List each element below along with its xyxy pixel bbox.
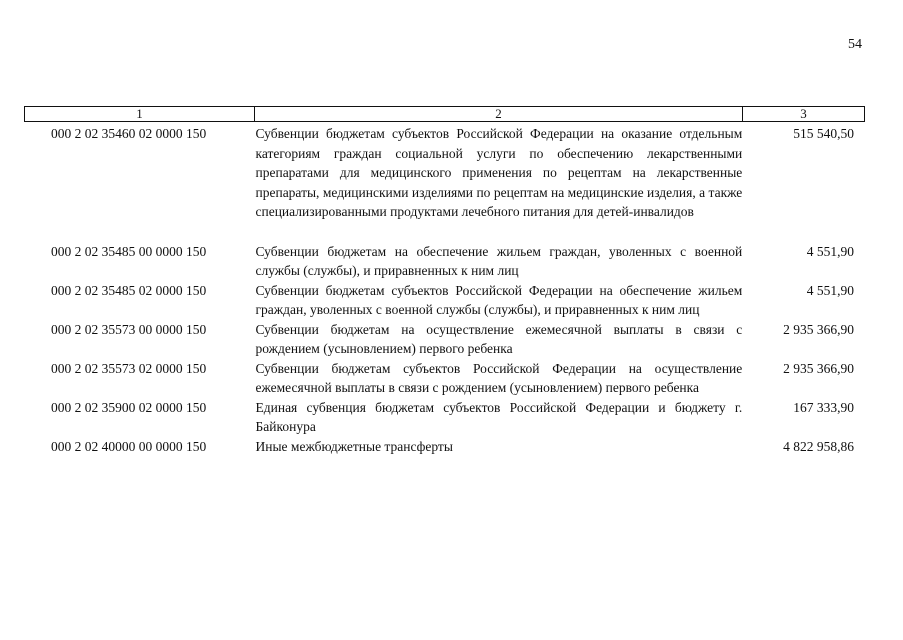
- budget-amount: 515 540,50: [793, 126, 854, 141]
- table-row: [24, 437, 864, 457]
- table-row: [24, 124, 864, 222]
- column-header-2: 2: [255, 107, 743, 122]
- budget-description: Субвенции бюджетам на осуществление ежемесячной выплаты в связи с рождением (усыновлением) первого ребенка: [255, 321, 743, 356]
- budget-amount: 4 822 958,86: [783, 438, 854, 454]
- budget-description: Единая субвенция бюджетам субъектов Российской Федерации и бюджету г. Байконура: [255, 399, 743, 434]
- budget-code: 000 2 02 35485 00 0000 150: [51, 243, 207, 259]
- budget-amount: 4 551,90: [806, 282, 854, 298]
- budget-code: 000 2 02 35485 02 0000 150: [51, 282, 207, 298]
- table-row: [24, 242, 864, 281]
- table-row: [24, 320, 864, 359]
- budget-amount: 4 551,90: [806, 243, 854, 259]
- budget-description: Иные межбюджетные трансферты: [255, 438, 453, 454]
- budget-code: 000 2 02 35573 02 0000 150: [51, 360, 207, 376]
- table-row: [24, 281, 864, 320]
- table-row: [24, 398, 864, 437]
- column-header-3: 3: [743, 107, 865, 122]
- budget-description: Субвенции бюджетам субъектов Российской Федерации на обеспечение жильем граждан, уволенных с военной службы (службы), и приравненных к ним лиц: [255, 282, 743, 317]
- table-row: [24, 359, 864, 398]
- budget-rows: [24, 124, 864, 456]
- budget-amount: 2 935 366,90: [783, 360, 854, 376]
- budget-description: Субвенции бюджетам субъектов Российской Федерации на осуществление ежемесячной выплаты в связи с рождением (усыновлением) первого ребенка: [255, 360, 743, 395]
- column-header-row: [25, 107, 865, 122]
- budget-code: 000 2 02 40000 00 0000 150: [51, 438, 207, 454]
- budget-description: Субвенции бюджетам субъектов Российской Федерации на оказание отдельным категориям граждан социальной услуги по обеспечению лекарственными препаратами для медицинского применения по рецептам на лекарственные препараты, медицинскими изделиями по рецептам на медицинские изделия, а также специализированными продуктами лечебного питания для детей-инвалидов: [255, 126, 743, 219]
- page-number: 54: [848, 37, 862, 52]
- budget-code: 000 2 02 35460 02 0000 150: [51, 126, 207, 141]
- budget-code: 000 2 02 35573 00 0000 150: [51, 321, 207, 337]
- budget-amount: 2 935 366,90: [783, 321, 854, 337]
- column-header-1: 1: [25, 107, 255, 122]
- column-header-table: [24, 106, 865, 122]
- budget-description: Субвенции бюджетам на обеспечение жильем граждан, уволенных с военной службы (службы), и приравненных к ним лиц: [255, 243, 743, 278]
- budget-code: 000 2 02 35900 02 0000 150: [51, 399, 207, 415]
- budget-amount: 167 333,90: [793, 399, 854, 415]
